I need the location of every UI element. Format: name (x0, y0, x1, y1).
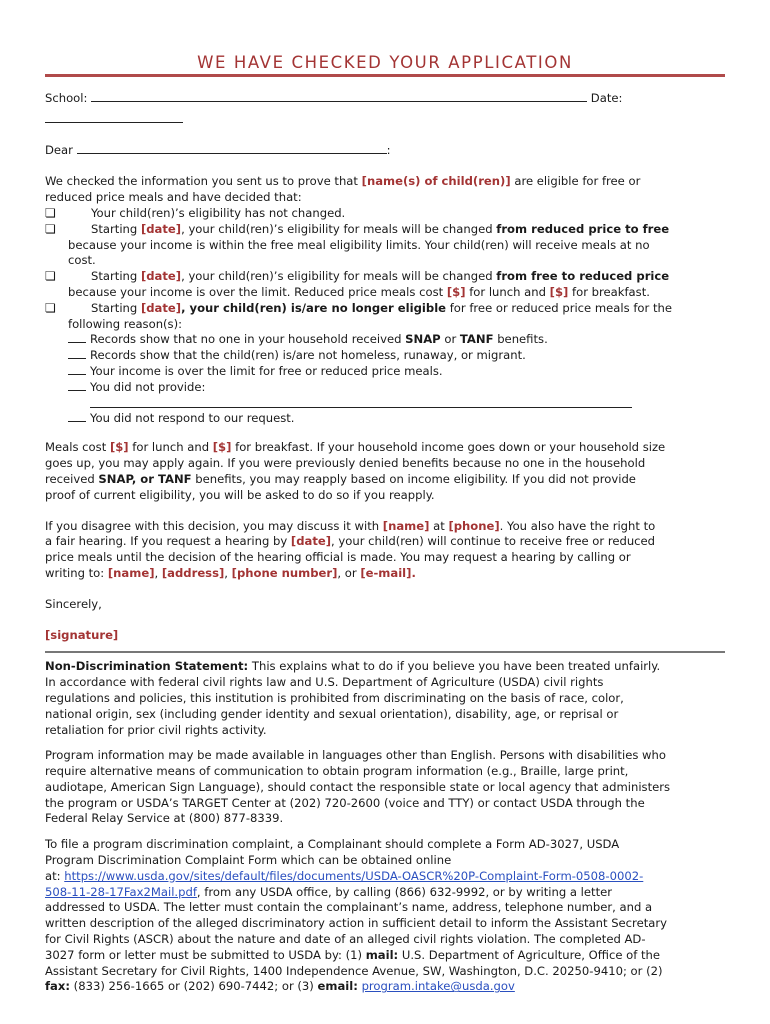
text: for lunch and (465, 284, 550, 299)
text: Starting (91, 269, 141, 284)
school-field[interactable] (91, 90, 587, 102)
text: because your income is within the free meal eligibility limits. Your child(ren) will receive meals at no (68, 237, 650, 252)
date-row (45, 111, 725, 128)
bold-text: email: (317, 979, 358, 994)
reason-blank[interactable] (68, 332, 86, 343)
text: addressed to USDA. The letter must contain the complainant’s name, address, telephone number, and a (45, 900, 653, 915)
reason-item (45, 332, 725, 348)
text: require alternative means of communication to obtain program information (e.g., Braille, large print, (45, 764, 629, 779)
text: , your child(ren)’s eligibility for meals will be changed (181, 221, 497, 236)
text: benefits, you may reapply based on income eligibility. If you did not provide (191, 471, 636, 486)
program-info-paragraph (45, 748, 725, 827)
date-placeholder: [date] (140, 221, 182, 236)
reason-blank[interactable] (68, 380, 86, 391)
text: This explains what to do if you believe you have been treated unfairly. (248, 659, 661, 674)
text: , (224, 565, 232, 580)
text: for Civil Rights (ASCR) about the nature and date of an alleged civil rights violation. The completed AD- (45, 932, 646, 947)
date-placeholder: [date] (140, 269, 182, 284)
email-link[interactable]: program.intake@usda.gov (361, 979, 515, 994)
text: You did not provide: (90, 379, 206, 394)
bold-text: from reduced price to free (496, 221, 670, 236)
text: or (440, 332, 460, 347)
text: price meals until the decision of the hearing official is made. You may request a hearing by calling or (45, 550, 631, 565)
text: We checked the information you sent us to prove that (45, 174, 362, 189)
bold-text: SNAP, or TANF (98, 471, 192, 486)
signature-placeholder: [signature] (45, 627, 119, 642)
text: are eligible for free or (510, 174, 641, 189)
closing: Sincerely, (45, 596, 102, 611)
text: a fair hearing. If you request a hearing by (45, 534, 291, 549)
text: , your child(ren)’s eligibility for meals will be changed (181, 269, 497, 284)
reason-blank[interactable] (68, 364, 86, 375)
name-placeholder: [name] (382, 518, 430, 533)
school-date-row (45, 90, 725, 107)
not-provided-field[interactable] (90, 396, 632, 408)
title-divider (45, 74, 725, 77)
colon: : (386, 142, 391, 157)
option-no-longer-eligible (45, 301, 725, 317)
text: regulations and policies, this institution is prohibited from discriminating on the basis of race, color, (45, 690, 624, 705)
text: If you disagree with this decision, you may discuss it with (45, 518, 383, 533)
reason-item (45, 364, 725, 380)
text: at: (45, 868, 65, 883)
text: written description of the alleged discriminatory action in sufficient detail to inform the Assistant Secretary (45, 916, 667, 931)
option-reduced-to-free (45, 222, 725, 238)
checkbox-icon[interactable]: ❏ (45, 205, 56, 220)
text: Federal Relay Service at (800) 877-8339. (45, 811, 284, 826)
date-field[interactable] (45, 111, 183, 123)
text: Meals cost (45, 440, 110, 455)
reason-item (45, 348, 725, 364)
price-placeholder: [$] (549, 284, 569, 299)
text: Starting (91, 221, 141, 236)
reason-item (45, 411, 725, 427)
decision-paragraph (45, 174, 725, 426)
text: Your income is over the limit for free or reduced price meals. (90, 363, 443, 378)
text: for breakfast. (568, 284, 650, 299)
text: Program information may be made available in languages other than English. Persons with disabilities who (45, 748, 666, 763)
text: because your income is over the limit. Reduced price meals cost (68, 284, 447, 299)
text: , (154, 565, 162, 580)
name-placeholder: [name] (107, 565, 155, 580)
text: Program Discrimination Complaint Form which can be obtained online (45, 853, 452, 868)
text: Records show that no one in your household received (90, 332, 406, 347)
date-label: Date: (590, 91, 623, 105)
recipient-field[interactable] (77, 142, 387, 154)
price-placeholder: [$] (446, 284, 466, 299)
option-no-change (45, 206, 725, 222)
text: , or (337, 565, 361, 580)
text: proof of current eligibility, you will be asked to do so if you reapply. (45, 487, 435, 502)
text: , your child(ren) will continue to receive free or reduced (331, 534, 656, 549)
text: goes up, you may apply again. If you were previously denied benefits because no one in the household (45, 456, 646, 471)
text: You did not respond to our request. (90, 410, 295, 425)
bold-text: mail: (365, 947, 399, 962)
text: (833) 256-1665 or (202) 690-7442; or (3) (69, 979, 318, 994)
disagree-paragraph (45, 519, 725, 582)
page-title: WE HAVE CHECKED YOUR APPLICATION (197, 53, 573, 72)
text: In accordance with federal civil rights law and U.S. Department of Agriculture (USDA) civil rights (45, 675, 604, 690)
address-placeholder: [address] (161, 565, 225, 580)
letter-page (45, 0, 725, 995)
date-placeholder: [date] (290, 534, 332, 549)
text: To file a program discrimination complaint, a Complainant should complete a Form AD-3027, USDA (45, 837, 620, 852)
text: for breakfast. If your household income goes down or your household size (231, 440, 666, 455)
text: reduced price meals and have decided that: (45, 190, 302, 205)
email-placeholder: [e-mail]. (360, 565, 416, 580)
text: cost. (68, 253, 96, 268)
reason-blank[interactable] (68, 348, 86, 359)
dear-label: Dear (45, 142, 73, 157)
text: at (429, 518, 449, 533)
text: Starting (91, 300, 141, 315)
text: for free or reduced price meals for the (446, 300, 673, 315)
children-placeholder: [name(s) of child(ren)] (361, 174, 511, 189)
complaint-paragraph (45, 837, 725, 995)
complaint-form-link[interactable]: 508-11-28-17Fax2Mail.pdf (45, 884, 197, 899)
text: 3027 form or letter must be submitted to USDA by: (1) (45, 947, 366, 962)
phone-placeholder: [phone] (448, 518, 500, 533)
text: , from any USDA office, by calling (866) 632-9992, or by writing a letter (196, 884, 613, 899)
text: the program or USDA’s TARGET Center at (202) 720-2600 (voice and TTY) or contact USDA through the (45, 795, 645, 810)
bold-text: SNAP (405, 332, 441, 347)
text: Assistant Secretary for Civil Rights, 1400 Independence Avenue, SW, Washington, D.C. 20250-9410; or (2) (45, 963, 663, 978)
section-divider (45, 651, 725, 653)
bold-text: from free to reduced price (496, 269, 670, 284)
text: . You also have the right to (499, 518, 656, 533)
salutation-row (45, 142, 725, 159)
text: Records show that the child(ren) is/are not homeless, runaway, or migrant. (90, 348, 526, 363)
option-free-to-reduced (45, 269, 725, 285)
option-text: Your child(ren)’s eligibility has not changed. (91, 205, 346, 220)
checkbox-icon[interactable]: ❏ (45, 269, 56, 284)
bold-text: fax: (45, 979, 70, 994)
complaint-form-link[interactable]: https://www.usda.gov/sites/default/files/documents/USDA-OASCR%20P-Complaint-Form-0508-0002- (64, 868, 644, 883)
not-provided-row (45, 396, 725, 411)
text: benefits. (493, 332, 548, 347)
reason-item (45, 380, 725, 396)
text: following reason(s): (68, 316, 183, 331)
text: for lunch and (128, 440, 213, 455)
text: U.S. Department of Agriculture, Office of the (398, 947, 661, 962)
phone-placeholder: [phone number] (231, 565, 338, 580)
checkbox-icon[interactable]: ❏ (45, 300, 56, 315)
non-discrimination-statement (45, 659, 725, 738)
text: writing to: (45, 565, 108, 580)
text: audiotape, American Sign Language), should contact the responsible state or local agency that administers (45, 779, 671, 794)
text: retaliation for prior civil rights activity. (45, 722, 267, 737)
meals-paragraph (45, 440, 725, 503)
reason-blank[interactable] (68, 411, 86, 422)
school-label: School: (45, 91, 88, 105)
price-placeholder: [$] (212, 440, 232, 455)
checkbox-icon[interactable]: ❏ (45, 221, 56, 236)
date-placeholder: [date] (140, 300, 182, 315)
bold-text: , your child(ren) is/are no longer eligible (181, 300, 447, 315)
bold-text: TANF (459, 332, 494, 347)
text: national origin, sex (including gender identity and sexual orientation), disability, age, or reprisal or (45, 706, 619, 721)
price-placeholder: [$] (109, 440, 129, 455)
nds-heading: Non-Discrimination Statement: (45, 659, 249, 674)
text: received (45, 471, 99, 486)
